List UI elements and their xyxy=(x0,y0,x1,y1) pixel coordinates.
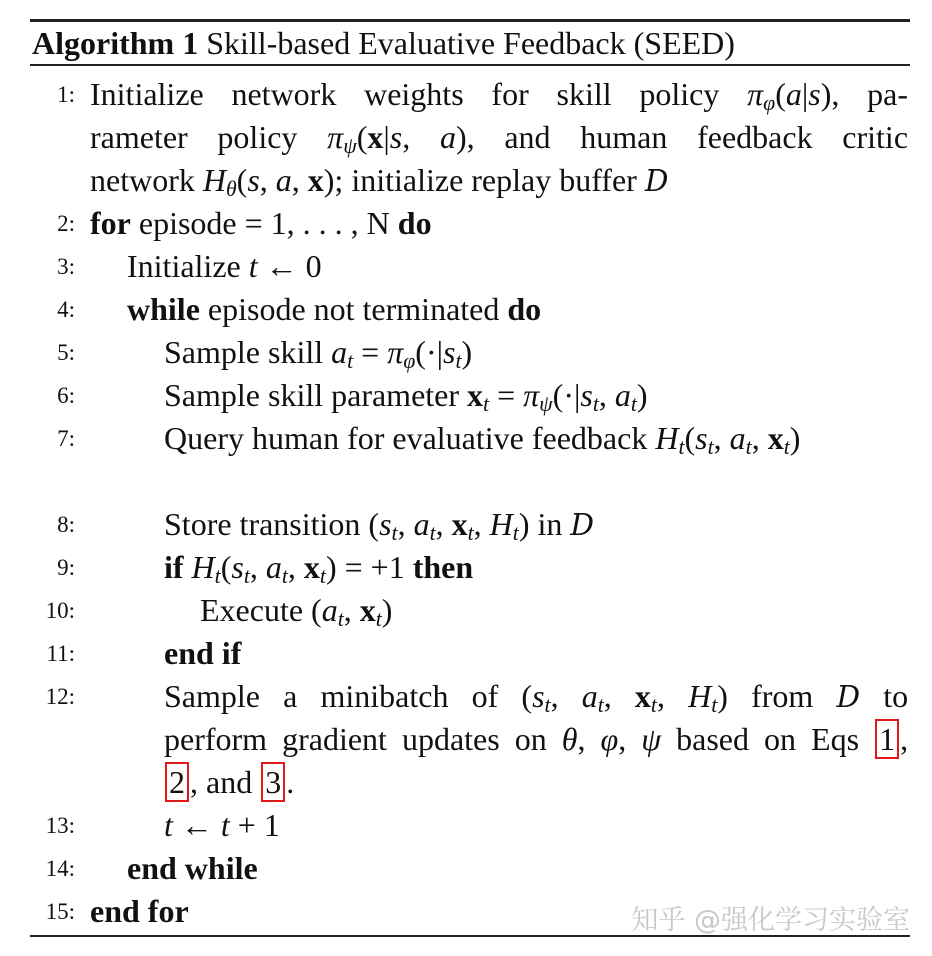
keyword-end-while: end while xyxy=(127,850,258,886)
line-text: rameter policy $\pi_\psi(x|s$, a), and human feedback critic xyxy=(90,119,909,158)
line-text-part: perform gradient updates on xyxy=(164,721,547,757)
line-text-part: Execute xyxy=(200,592,304,628)
line-text xyxy=(164,761,294,804)
algo-line-1 xyxy=(30,73,910,116)
line-text-part: and human feedback critic xyxy=(504,119,909,155)
line-number: 15: xyxy=(45,899,75,924)
keyword-end-for: end for xyxy=(90,893,189,929)
keyword-end-if: end if xyxy=(164,635,242,671)
line-text: if $H_t(s_t$, $a_t$, $x_t) = +1$ then xyxy=(164,549,474,588)
line-text-part: in xyxy=(537,506,563,542)
algo-line-11 xyxy=(30,632,910,675)
algo-line-14 xyxy=(30,847,910,890)
line-text: Initialize t ← 0 xyxy=(127,248,322,284)
line-text-part: episode not terminated xyxy=(207,291,500,327)
line-number: 14: xyxy=(45,856,75,881)
algo-line-12-cont2 xyxy=(30,761,910,804)
line-text-part: pa- xyxy=(867,76,909,112)
algo-line-1-cont xyxy=(30,116,910,159)
line-text: Execute ($a_t$, $x_t$) xyxy=(200,592,393,631)
title-rule xyxy=(30,64,910,66)
line-text: Store transition ($s_t$, $a_t$, $x_t$, $H_t$) in D xyxy=(164,506,594,545)
algo-line-8 xyxy=(30,503,910,546)
line-number: 7: xyxy=(57,426,75,451)
line-text-part: Initialize network weights for skill policy xyxy=(90,76,720,112)
algorithm-title xyxy=(32,22,735,64)
line-number: 12: xyxy=(45,684,75,709)
keyword-while: while xyxy=(127,291,200,327)
line-text-part: to xyxy=(883,678,909,714)
line-text-part: Query human for evaluative feedback xyxy=(164,420,648,456)
line-text-part: Sample skill parameter xyxy=(164,377,460,413)
line-text-part: network xyxy=(90,162,195,198)
line-number: 10: xyxy=(45,598,75,623)
algo-line-10 xyxy=(30,589,910,632)
watermark: 知乎 @强化学习实验室 xyxy=(631,905,910,936)
line-text: perform gradient updates on θ, φ, ψ based on Eqs 1 , xyxy=(164,721,909,757)
line-text-part: Sample skill xyxy=(164,334,324,370)
keyword-do: do xyxy=(507,291,542,327)
line-text: network $H_\theta(s$, a, x); initialize replay buffer D xyxy=(90,162,669,201)
equation-link-1[interactable]: 1 xyxy=(875,719,899,759)
line-text: Query human for evaluative feedback $H_t(s_t$, $a_t$, $x_t$) xyxy=(164,420,801,459)
line-number: 2: xyxy=(57,211,75,236)
line-text-part: rameter policy xyxy=(90,119,298,155)
keyword-if: if xyxy=(164,549,184,585)
line-text-part: . xyxy=(286,764,295,800)
keyword-for: for xyxy=(90,205,131,241)
keyword-then: then xyxy=(412,549,474,585)
line-text: t ← t + 1 xyxy=(164,807,280,843)
algo-line-9 xyxy=(30,546,910,589)
line-text: Initialize network weights for skill policy $\pi_\varphi(a|s)$, pa- xyxy=(90,76,909,115)
line-text-part: episode = 1, . . . , N xyxy=(138,205,390,241)
line-text: Sample a minibatch of ($s_t$, $a_t$, $x_t$, $H_t$) from D to xyxy=(164,678,909,717)
algo-line-7 xyxy=(30,417,910,460)
algorithm-name: Skill-based Evaluative Feedback (SEED) xyxy=(206,25,735,61)
line-text-part: ; initialize replay buffer xyxy=(334,162,637,198)
line-text-part: Sample a minibatch of xyxy=(164,678,499,714)
line-text: Sample skill parameter $x_t = \pi_\psi(\cdot|s_t$, $a_t$) xyxy=(164,377,648,416)
algorithm-label: Algorithm 1 xyxy=(32,25,199,61)
line-number: 5: xyxy=(57,340,75,365)
line-number: 6: xyxy=(57,383,75,408)
algo-line-2 xyxy=(30,202,910,245)
line-text-part: , and xyxy=(190,764,253,800)
line-number: 11: xyxy=(46,641,75,666)
algo-line-12-cont xyxy=(30,718,910,761)
line-text: Sample skill $a_t = \pi_\varphi(\cdot|s_t)$ xyxy=(164,334,473,373)
algo-line-3 xyxy=(30,245,910,288)
equation-link-2[interactable]: 2 xyxy=(165,762,189,802)
algo-line-12 xyxy=(30,675,910,718)
line-number: 4: xyxy=(57,297,75,322)
line-text-part: from xyxy=(751,678,814,714)
algo-line-1-cont2 xyxy=(30,159,910,202)
line-text-part: Initialize xyxy=(127,248,241,284)
line-text xyxy=(90,202,432,245)
algo-line-4 xyxy=(30,288,910,331)
line-number: 8: xyxy=(57,512,75,537)
line-number: 1: xyxy=(57,82,75,107)
line-number: 13: xyxy=(45,813,75,838)
keyword-do: do xyxy=(397,205,432,241)
line-number: 3: xyxy=(57,254,75,279)
algorithm-box xyxy=(30,0,910,956)
line-number: 9: xyxy=(57,555,75,580)
algo-line-13 xyxy=(30,804,910,847)
line-text xyxy=(127,288,541,331)
line-text-part: based on Eqs xyxy=(676,721,860,757)
algo-line-6 xyxy=(30,374,910,417)
equation-link-3[interactable]: 3 xyxy=(261,762,285,802)
line-text-part: Store transition xyxy=(164,506,361,542)
algo-line-5 xyxy=(30,331,910,374)
